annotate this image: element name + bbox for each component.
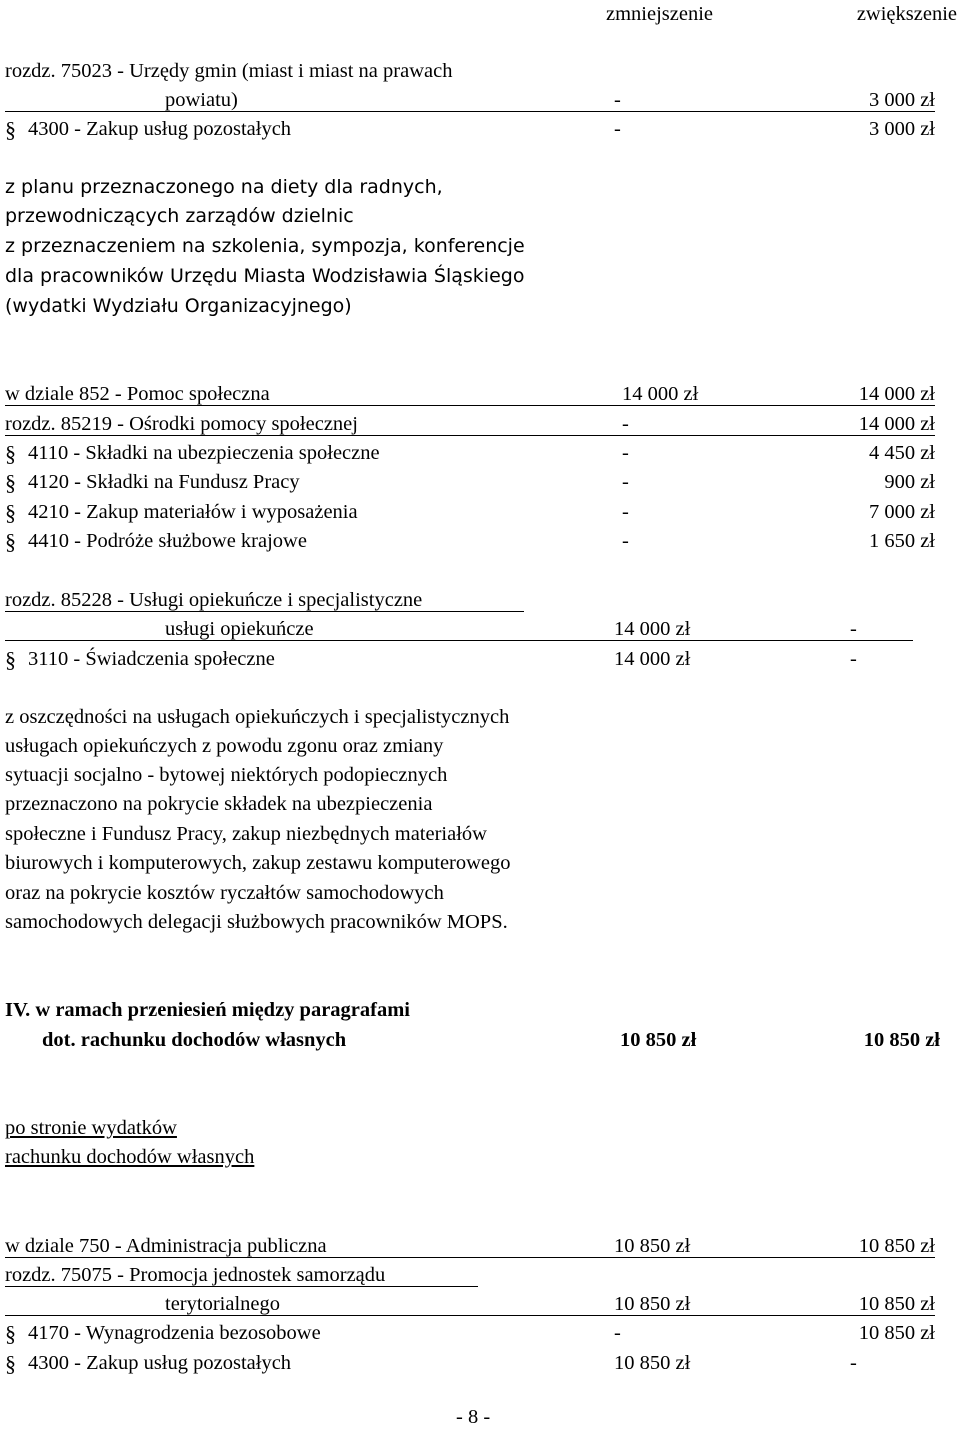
justification-line: z planu przeznaczonego na diety dla radnych, — [5, 176, 443, 198]
expenditure-side-label-line1: po stronie wydatków — [5, 1117, 177, 1139]
rozdzial-75075-title-line2: terytorialnego — [165, 1293, 280, 1315]
paragraf-4410-increase: 1 650 zł — [868, 530, 935, 552]
justification-line: sytuacji socjalno - bytowej niektórych podopiecznych — [5, 764, 448, 786]
section-iv-title-line1: IV. w ramach przeniesień między paragrafami — [5, 999, 411, 1021]
expenditure-side-label-line2: rachunku dochodów własnych — [5, 1146, 255, 1168]
dzial-750-label: w dziale 750 - Administracja publiczna — [5, 1235, 327, 1257]
rozdzial-85219-increase: 14 000 zł — [858, 413, 935, 435]
rozdzial-75023-title-line1: rozdz. 75023 - Urzędy gmin (miast i miast na prawach — [5, 60, 453, 82]
justification-line: usługach opiekuńczych z powodu zgonu oraz zmiany — [5, 735, 444, 757]
justification-line: samochodowych delegacji służbowych pracowników MOPS. — [5, 911, 508, 933]
rozdzial-85228-title-line1: rozdz. 85228 - Usługi opiekuńcze i specjalistyczne — [5, 589, 423, 611]
paragraf-4300-increase: 3 000 zł — [868, 118, 935, 140]
paragraf-4300-decrease: 10 850 zł — [614, 1352, 691, 1374]
section-iv-increase: 10 850 zł — [863, 1029, 940, 1051]
section-sign-icon: § — [5, 500, 16, 525]
paragraf-4110-decrease: - — [622, 442, 629, 464]
paragraf-4170-label: 4170 - Wynagrodzenia bezosobowe — [28, 1322, 321, 1344]
justification-line: oraz na pokrycie kosztów ryczałtów samochodowych — [5, 882, 444, 904]
section-sign-icon: § — [5, 117, 16, 142]
justification-line: społeczne i Fundusz Pracy, zakup niezbędnych materiałów — [5, 823, 487, 845]
dzial-852-increase: 14 000 zł — [858, 383, 935, 405]
paragraf-4210-increase: 7 000 zł — [868, 501, 935, 523]
paragraf-4110-label: 4110 - Składki na ubezpieczenia społeczne — [28, 442, 380, 464]
underline-rule — [5, 640, 913, 641]
column-header-decrease: zmniejszenie — [606, 3, 714, 25]
rozdzial-75023-decrease: - — [614, 89, 621, 111]
section-sign-icon: § — [5, 441, 16, 466]
paragraf-4410-decrease: - — [622, 530, 629, 552]
section-sign-icon: § — [5, 470, 16, 495]
justification-line: biurowych i komputerowych, zakup zestawu komputerowego — [5, 852, 511, 874]
justification-line: przeznaczono na pokrycie składek na ubezpieczenia — [5, 793, 433, 815]
rozdzial-85219-label: rozdz. 85219 - Ośrodki pomocy społecznej — [5, 413, 358, 435]
rozdzial-75075-title-line1: rozdz. 75075 - Promocja jednostek samorządu — [5, 1264, 386, 1286]
rozdzial-75023-increase: 3 000 zł — [868, 89, 935, 111]
section-sign-icon: § — [5, 1321, 16, 1346]
paragraf-3110-decrease: 14 000 zł — [614, 648, 691, 670]
rozdzial-75075-decrease: 10 850 zł — [614, 1293, 691, 1315]
dzial-750-increase: 10 850 zł — [858, 1235, 935, 1257]
paragraf-4170-increase: 10 850 zł — [858, 1322, 935, 1344]
paragraf-3110-label: 3110 - Świadczenia społeczne — [28, 648, 275, 670]
section-sign-icon: § — [5, 529, 16, 554]
paragraf-4300-label: 4300 - Zakup usług pozostałych — [28, 1352, 292, 1374]
paragraf-4300-increase: - — [850, 1352, 857, 1374]
section-iv-decrease: 10 850 zł — [620, 1029, 697, 1051]
rozdzial-85228-decrease: 14 000 zł — [614, 618, 691, 640]
paragraf-4110-increase: 4 450 zł — [868, 442, 935, 464]
justification-line: (wydatki Wydziału Organizacyjnego) — [5, 295, 352, 317]
paragraf-4300-decrease: - — [614, 118, 621, 140]
paragraf-3110-increase: - — [850, 648, 857, 670]
paragraf-4120-decrease: - — [622, 471, 629, 493]
paragraf-4120-increase: 900 zł — [884, 471, 935, 493]
underline-rule — [5, 611, 524, 612]
paragraf-4300-label: 4300 - Zakup usług pozostałych — [28, 118, 292, 140]
underline-rule — [5, 1257, 935, 1258]
section-sign-icon: § — [5, 1351, 16, 1376]
rozdzial-85228-increase: - — [850, 618, 857, 640]
underline-rule — [5, 111, 935, 112]
underline-rule — [5, 405, 935, 406]
dzial-852-decrease: 14 000 zł — [622, 383, 699, 405]
dzial-852-label: w dziale 852 - Pomoc społeczna — [5, 383, 270, 405]
rozdzial-85228-title-line2: usługi opiekuńcze — [165, 618, 314, 640]
paragraf-4120-label: 4120 - Składki na Fundusz Pracy — [28, 471, 300, 493]
rozdzial-75023-title-line2: powiatu) — [165, 89, 238, 111]
justification-line: przewodniczących zarządów dzielnic — [5, 205, 354, 227]
justification-line: dla pracowników Urzędu Miasta Wodzisławia Śląskiego — [5, 265, 525, 287]
section-sign-icon: § — [5, 647, 16, 672]
justification-line: z przeznaczeniem na szkolenia, sympozja, konferencje — [5, 235, 525, 257]
column-header-increase: zwiększenie — [856, 3, 957, 25]
paragraf-4170-decrease: - — [614, 1322, 621, 1344]
dzial-750-decrease: 10 850 zł — [614, 1235, 691, 1257]
justification-line: z oszczędności na usługach opiekuńczych i specjalistycznych — [5, 706, 510, 728]
paragraf-4210-decrease: - — [622, 501, 629, 523]
underline-rule — [5, 435, 935, 436]
paragraf-4210-label: 4210 - Zakup materiałów i wyposażenia — [28, 501, 358, 523]
rozdzial-85219-decrease: - — [622, 413, 629, 435]
underline-rule — [5, 1315, 935, 1316]
rozdzial-75075-increase: 10 850 zł — [858, 1293, 935, 1315]
underline-rule — [5, 1286, 478, 1287]
section-iv-title-line2: dot. rachunku dochodów własnych — [42, 1029, 347, 1051]
paragraf-4410-label: 4410 - Podróże służbowe krajowe — [28, 530, 307, 552]
page-number: - 8 - — [456, 1406, 491, 1428]
